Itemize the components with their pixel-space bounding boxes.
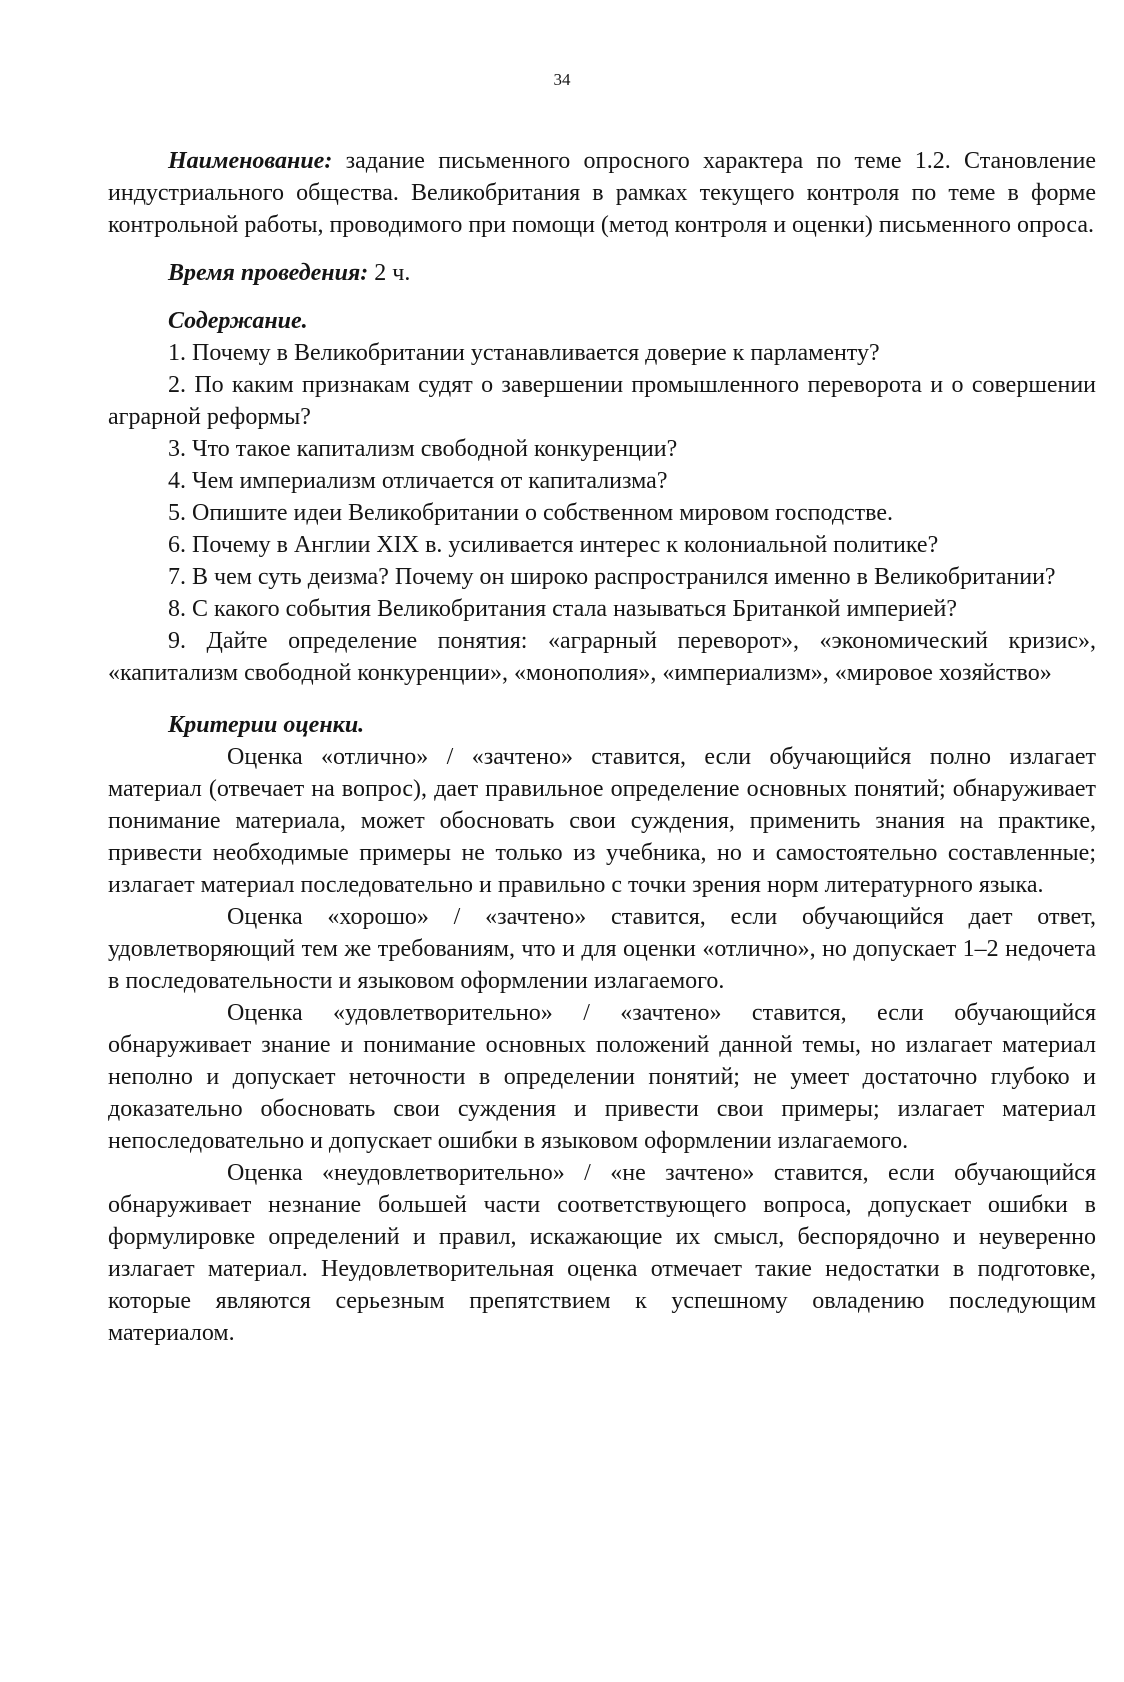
criteria-title: Критерии оценки.: [168, 712, 365, 738]
criteria-paragraph: Оценка «неудовлетворительно» / «не зачтено» ставится, если обучающийся обнаруживает незнание большей части соответствующего вопроса, допускает ошибки в формулировке определений и правил, искажающие их смысл, беспорядочно и неуверенно излагает материал. Неудовлетворительная оценка отмечает такие недостатки в подготовке, которые являются серьезным препятствием к успешному овладению последующим материалом.: [108, 1160, 1096, 1346]
question-item: 5. Опишите идеи Великобритании о собственном мировом господстве.: [168, 500, 894, 526]
document-body: [108, 145, 1096, 1349]
name-text: задание письменного опросного характера по теме 1.2. Становление индустриального общества. Великобритания в рамках текущего контроля по теме в форме контрольной работы, проводимого при помощи (метод контроля и оценки) письменного опроса.: [108, 148, 1096, 238]
question-item: 2. По каким признакам судят о завершении промышленного переворота и о совершении аграрной реформы?: [108, 372, 1096, 430]
criteria-paragraph: Оценка «удовлетворительно» / «зачтено» ставится, если обучающийся обнаруживает знание и понимание основных положений данной темы, но излагает материал неполно и допускает неточности в определении понятий; не умеет достаточно глубоко и доказательно обосновать свои суждения и привести свои примеры; излагает материал непоследовательно и допускает ошибки в языковом оформлении излагаемого.: [108, 1000, 1096, 1154]
question-item: 9. Дайте определение понятия: «аграрный переворот», «экономический кризис», «капитализм свободной конкуренции», «монополия», «империализм», «мировое хозяйство»: [108, 628, 1096, 686]
question-item: 4. Чем империализм отличается от капитализма?: [168, 468, 668, 494]
criteria-paragraph: Оценка «хорошо» / «зачтено» ставится, если обучающийся дает ответ, удовлетворяющий тем же требованиям, что и для оценки «отлично», но допускает 1–2 недочета в последовательности и языковом оформлении излагаемого.: [108, 904, 1096, 994]
page-number: 34: [553, 70, 571, 89]
question-item: 3. Что такое капитализм свободной конкуренции?: [168, 436, 678, 462]
question-item: 6. Почему в Англии XIX в. усиливается интерес к колониальной политике?: [168, 532, 939, 558]
content-title: Содержание.: [168, 308, 308, 334]
name-paragraph: [108, 145, 1096, 241]
question-item: 1. Почему в Великобритании устанавливается доверие к парламенту?: [168, 340, 880, 366]
duration-text: 2 ч.: [368, 260, 411, 286]
name-label: Наименование:: [168, 148, 333, 174]
duration-label: Время проведения:: [168, 260, 369, 286]
question-item: 8. С какого события Великобритания стала называться Британкой империей?: [168, 596, 958, 622]
question-item: 7. В чем суть деизма? Почему он широко распространился именно в Великобритании?: [168, 564, 1056, 590]
duration-paragraph: [108, 257, 1096, 289]
criteria-paragraph: Оценка «отлично» / «зачтено» ставится, если обучающийся полно излагает материал (отвечает на вопрос), дает правильное определение основных понятий; обнаруживает понимание материала, может обосновать свои суждения, применить знания на практике, привести необходимые примеры не только из учебника, но и самостоятельно составленные; излагает материал последовательно и правильно с точки зрения норм литературного языка.: [108, 744, 1096, 898]
